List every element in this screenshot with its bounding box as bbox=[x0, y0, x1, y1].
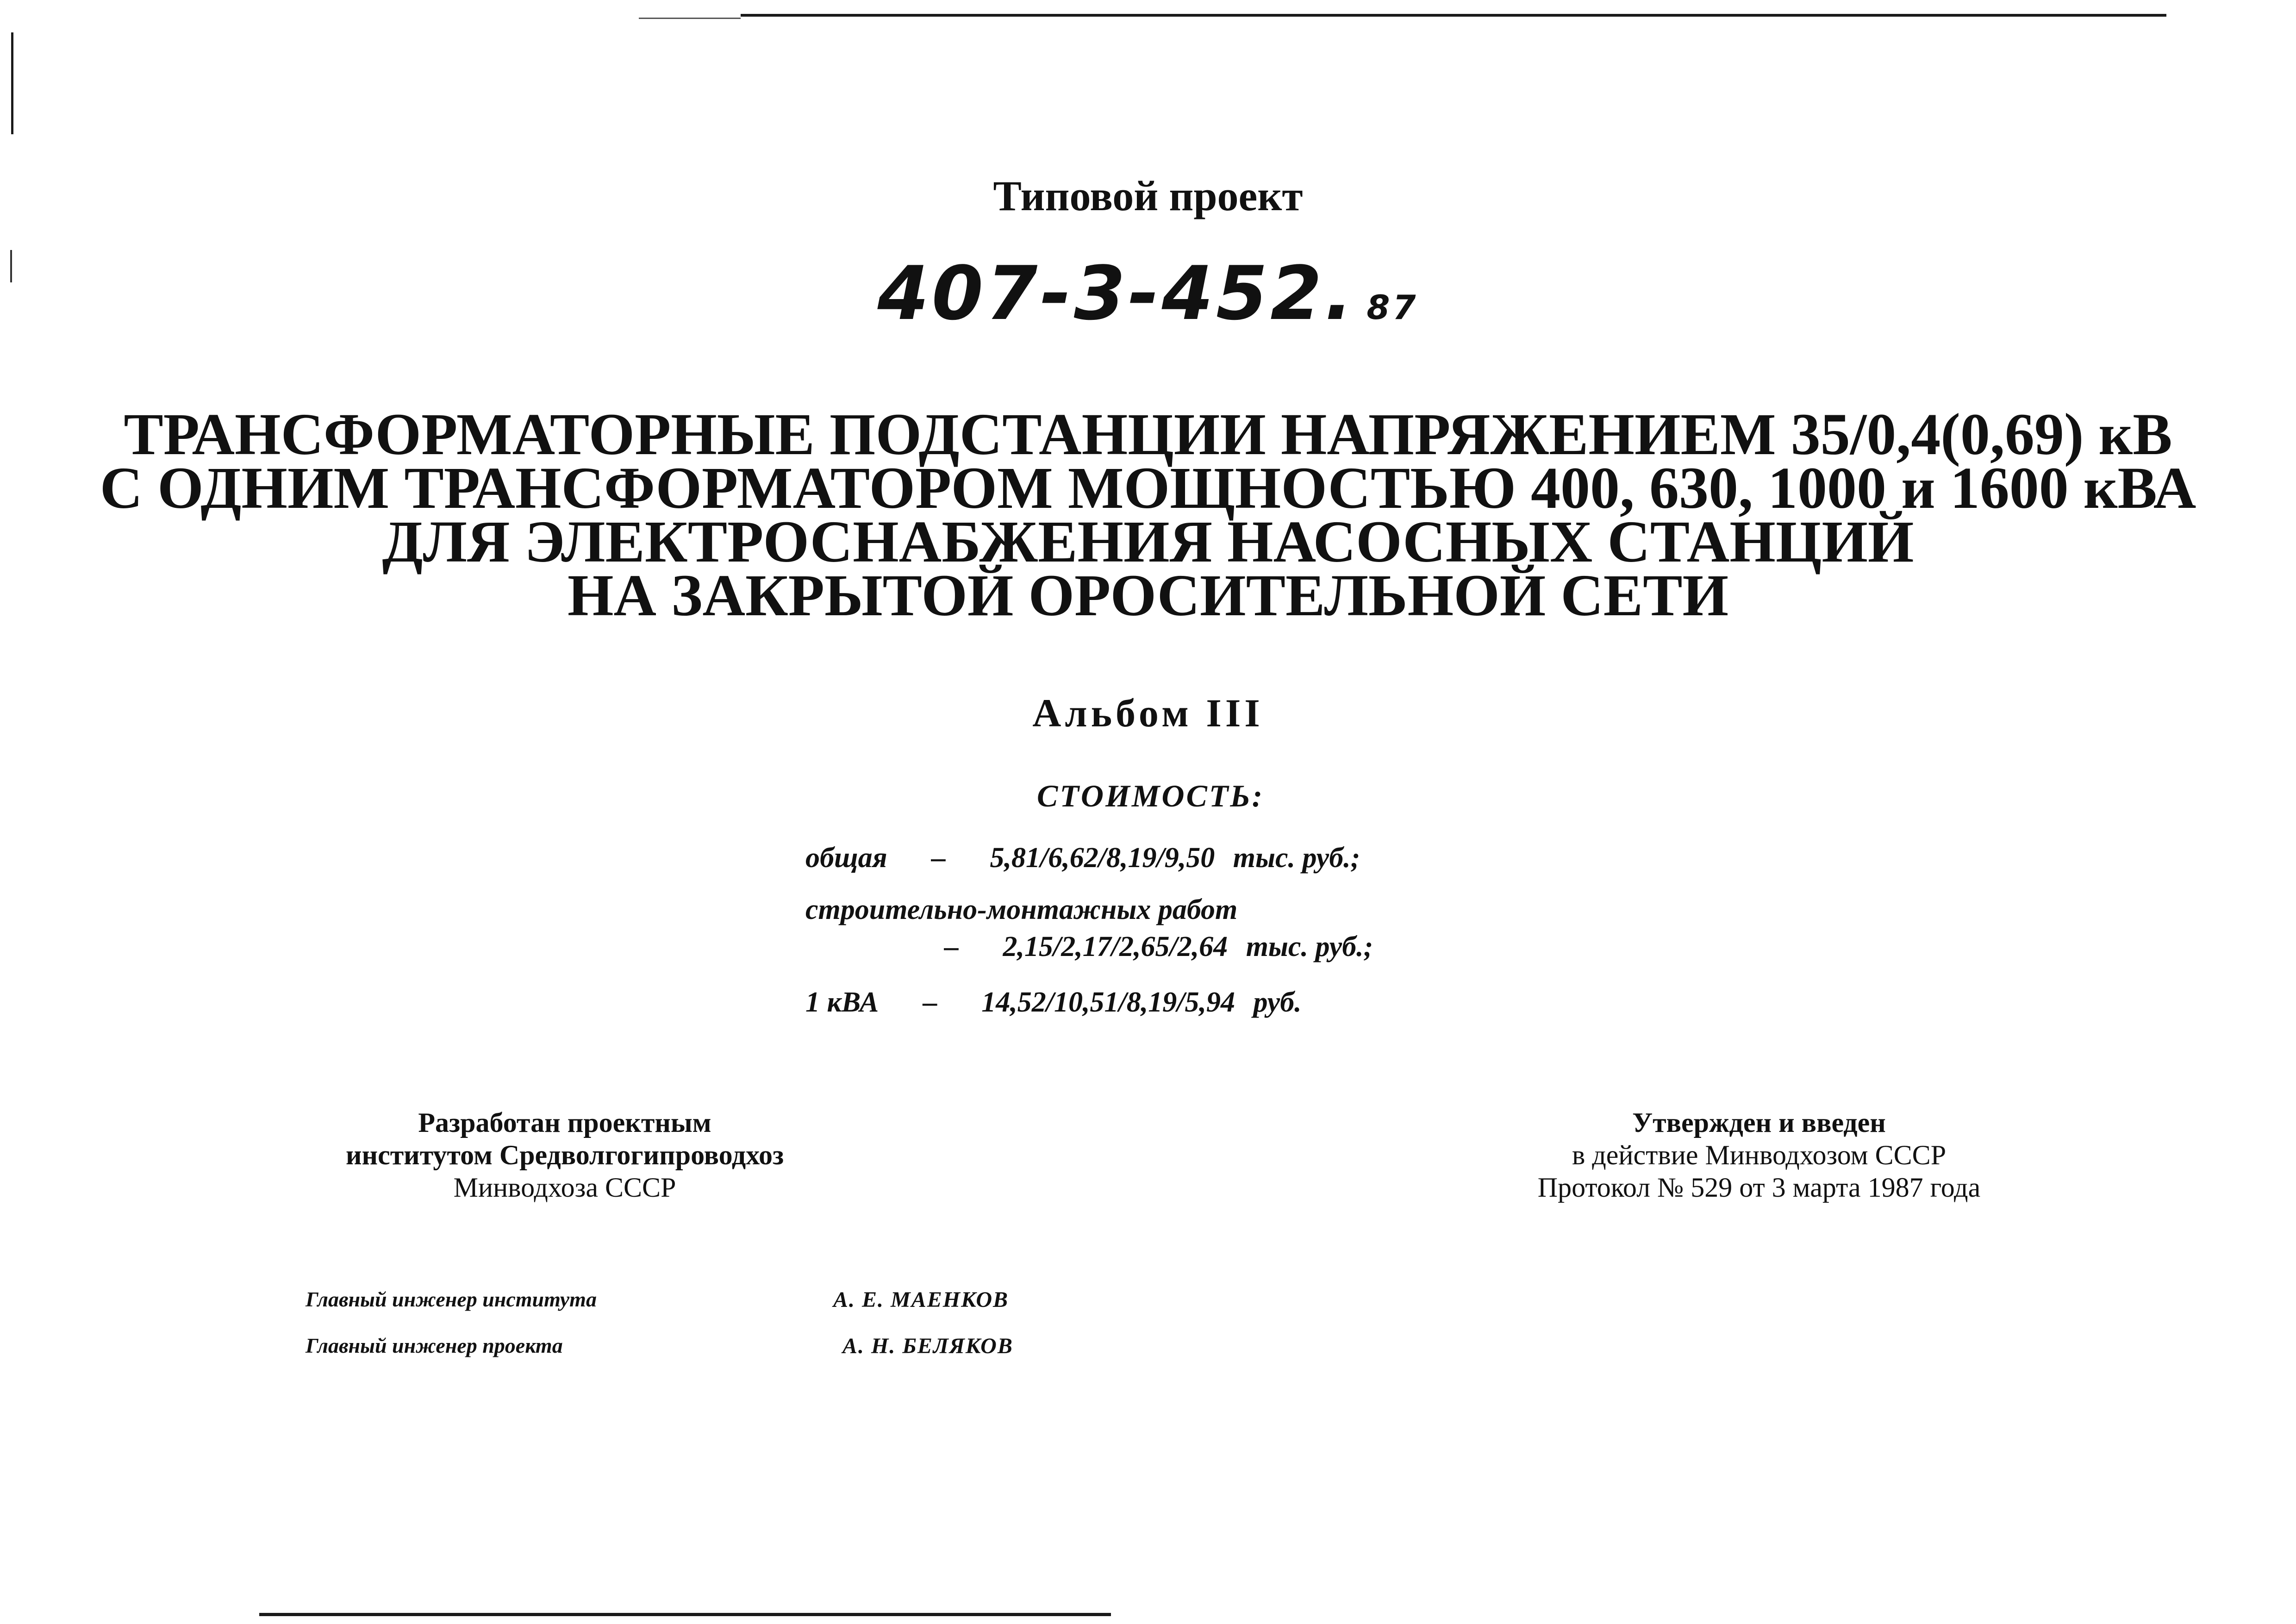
signature-name: А. Н. БЕЛЯКОВ bbox=[842, 1334, 1013, 1358]
title-line: С ОДНИМ ТРАНСФОРМАТОРОМ МОЩНОСТЬЮ 400, 630, 1000 и 1600 кВА bbox=[100, 455, 2196, 521]
signature-role: Главный инженер проекта bbox=[306, 1334, 563, 1357]
album-label: Альбом III bbox=[1032, 691, 1264, 735]
cost-row-unit: руб. bbox=[1253, 987, 1302, 1018]
series-label: Типовой проект bbox=[993, 172, 1303, 219]
cost-row-unit: тыс. руб.; bbox=[1246, 931, 1373, 962]
cost-heading: СТОИМОСТЬ: bbox=[1037, 778, 1265, 813]
project-number-year: 87 bbox=[1366, 288, 1419, 327]
cost-row-label: строительно-монтажных работ bbox=[805, 894, 1238, 925]
cost-row-unit: тыс. руб.; bbox=[1233, 842, 1360, 874]
developer-line: институтом Средволгогипроводхоз bbox=[345, 1140, 784, 1170]
bottom-edge-rule bbox=[259, 1613, 1111, 1616]
cost-row-values: 14,52/10,51/8,19/5,94 bbox=[981, 987, 1235, 1018]
cost-row-label: общая bbox=[805, 842, 887, 874]
signature-name: А. Е. МАЕНКОВ bbox=[833, 1287, 1009, 1312]
cost-row-total bbox=[805, 842, 1360, 874]
cost-row-values: 2,15/2,17/2,65/2,64 bbox=[1003, 931, 1228, 962]
approval-line: Утвержден и введен bbox=[1632, 1107, 1886, 1138]
top-edge-rule bbox=[741, 14, 2166, 17]
project-number-main: 407-3-452. bbox=[877, 250, 1356, 337]
developer-block bbox=[259, 1106, 870, 1204]
cost-row-dash: – bbox=[923, 987, 937, 1018]
title-line: ДЛЯ ЭЛЕКТРОСНАБЖЕНИЯ НАСОСНЫХ СТАНЦИЙ bbox=[382, 509, 1914, 575]
approval-line: Протокол № 529 от 3 марта 1987 года bbox=[1537, 1172, 1981, 1203]
project-number bbox=[0, 250, 2296, 337]
left-edge-mark bbox=[11, 32, 13, 134]
approval-line: в действие Минводхозом СССР bbox=[1572, 1140, 1947, 1170]
cost-row-values: 5,81/6,62/8,19/9,50 bbox=[990, 842, 1215, 874]
document-title bbox=[0, 401, 2296, 628]
title-line: ТРАНСФОРМАТОРНЫЕ ПОДСТАНЦИИ НАПРЯЖЕНИЕМ 35/0,4(0,69) кВ bbox=[124, 401, 2172, 467]
developer-line: Разработан проектным bbox=[418, 1107, 711, 1138]
title-line: НА ЗАКРЫТОЙ ОРОСИТЕЛЬНОЙ СЕТИ bbox=[567, 562, 1729, 628]
cost-row-per-kva bbox=[805, 986, 1302, 1019]
cost-row-label: 1 кВА bbox=[805, 987, 879, 1018]
top-edge-rule-fragment bbox=[639, 18, 741, 19]
cost-row-construction bbox=[944, 931, 1373, 963]
developer-line: Минводхоза СССР bbox=[453, 1172, 676, 1203]
cost-row-construction-label bbox=[805, 893, 1237, 926]
signature-role: Главный инженер института bbox=[306, 1287, 597, 1311]
approval-block bbox=[1458, 1106, 2060, 1204]
cost-row-dash: – bbox=[931, 842, 946, 874]
cost-row-dash: – bbox=[944, 931, 959, 962]
